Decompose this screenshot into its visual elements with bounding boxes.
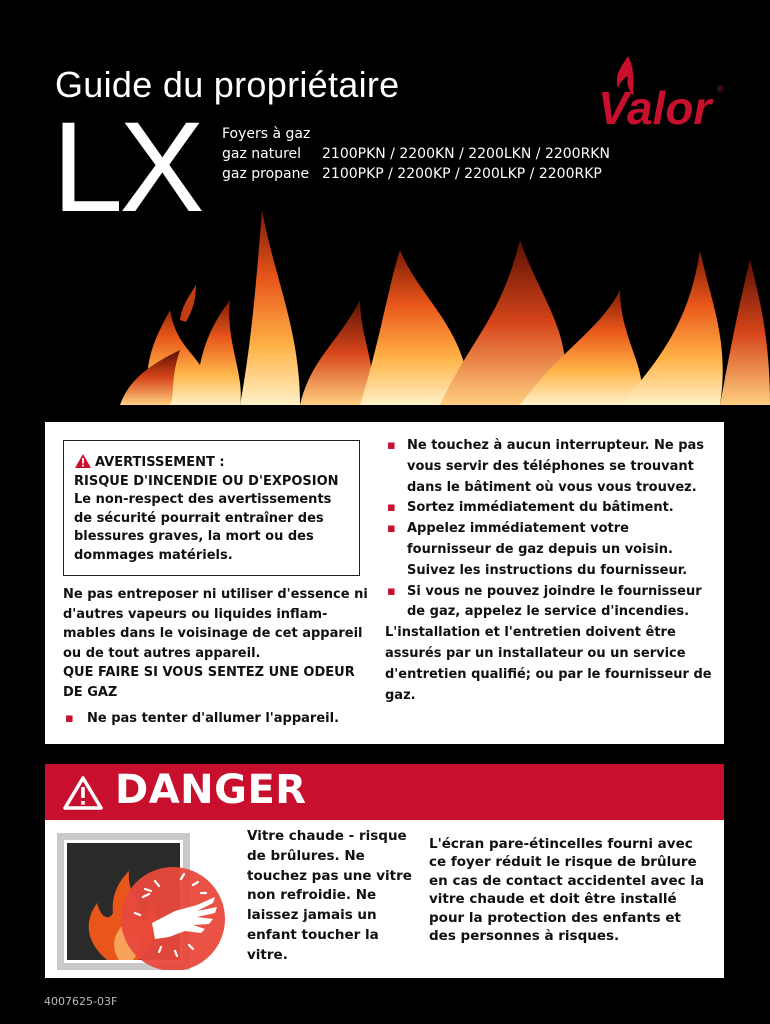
hot-glass-warning: Vitre chaude - risque de brûlures. Ne touchez pas une vitre non refroidie. Ne laissez jamais un enfant toucher la vitre.: [247, 828, 412, 963]
model-spec: [222, 124, 610, 184]
bullet-icon: ▪: [387, 438, 396, 453]
danger-label: DANGER: [115, 767, 307, 813]
warning-heading: AVERTISSEMENT :: [95, 455, 225, 470]
svg-text:®: ®: [717, 84, 724, 94]
list-item: [385, 519, 715, 581]
natural-gas-models: 2100PKN / 2200KN / 2200LKN / 2200RKN: [322, 146, 610, 162]
screen-note: L'écran pare-étincelles fourni avec ce foyer réduit le risque de brûlure en cas de contact accidentel avec la vitre chaude et doit être installé pour la protection des enfants et des personnes à risques.: [429, 836, 705, 945]
list-item-text: Appelez immédiatement votre fournisseur de gaz depuis un voisin. Suivez les instructions du fournisseur.: [407, 521, 688, 578]
model-name: LX: [52, 96, 201, 239]
list-item: [63, 709, 373, 729]
warning-left-column: [63, 585, 373, 728]
valor-logo: [598, 52, 726, 130]
hot-glass-hand-icon: [57, 833, 227, 970]
danger-triangle-icon: [63, 776, 103, 810]
category-label: Foyers à gaz: [222, 126, 311, 142]
bullet-icon: ▪: [65, 710, 74, 726]
gas-odor-heading: QUE FAIRE SI VOUS SENTEZ UNE ODEUR DE GAZ: [63, 665, 355, 700]
storage-instruction: Ne pas entreposer ni utiliser d'essence ni d'autres vapeurs ou liquides inflam-mables dans le voisinage de cet appareil ou de tout autres appareil.: [63, 587, 368, 661]
list-item: [385, 498, 715, 519]
warning-panel: [45, 422, 724, 744]
list-item-text: Sortez immédiatement du bâtiment.: [407, 500, 674, 516]
list-item: [385, 582, 715, 624]
propane-label: gaz propane: [222, 166, 310, 182]
warning-body: Le non-respect des avertissements de sécurité pourrait entraîner des blessures graves, la mort ou des dommages matériels.: [74, 492, 332, 563]
bullet-icon: ▪: [387, 583, 396, 599]
propane-models: 2100PKP / 2200KP / 2200LKP / 2200RKP: [322, 166, 602, 182]
natural-gas-label: gaz naturel: [222, 146, 302, 162]
list-item-text: Ne touchez à aucun interrupteur. Ne pas vous servir des téléphones se trouvant dans le bâtiment où vous vous trouvez.: [407, 438, 705, 495]
danger-header: [45, 764, 724, 820]
list-item-text: Si vous ne pouvez joindre le fournisseur de gaz, appelez le service d'incendies.: [407, 583, 702, 620]
warning-triangle-icon: [74, 453, 92, 469]
installation-note: L'installation et l'entretien doivent être assurés par un installateur ou un service d'entretien qualifié; ou par le fournisseur de gaz.: [385, 625, 712, 703]
warning-subheading: RISQUE D'INCENDIE OU D'EXPOSION: [74, 473, 339, 489]
svg-text:Valor: Valor: [598, 82, 712, 130]
list-item: [385, 436, 715, 498]
list-item-text: Ne pas tenter d'allumer l'appareil.: [87, 710, 340, 726]
document-number: 4007625-03F: [44, 995, 118, 1008]
danger-panel: [45, 820, 724, 978]
bullet-icon: ▪: [387, 500, 396, 516]
warning-box: [63, 440, 360, 576]
flames-image: [0, 190, 770, 405]
warning-right-column: [385, 436, 715, 706]
page-title: Guide du propriétaire: [55, 64, 400, 105]
bullet-icon: ▪: [387, 521, 396, 537]
